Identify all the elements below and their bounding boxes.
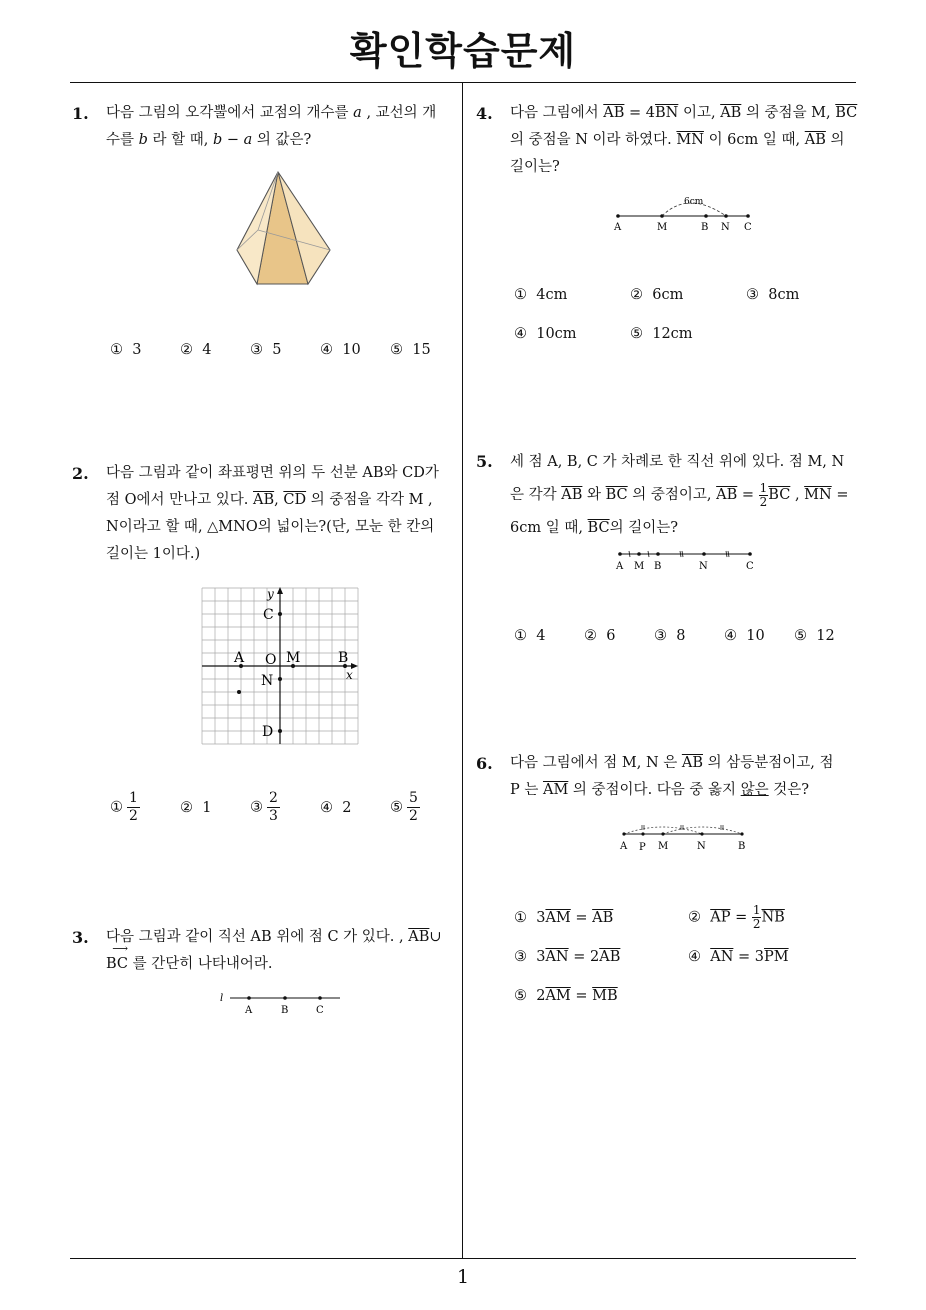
choice-3[interactable]: ③ $\frac{2}{3}$ bbox=[250, 790, 278, 824]
point-label-b: B bbox=[654, 561, 662, 572]
question-text: 다음 그림의 오각뿔에서 교점의 개수를 a , 교선의 개 수를 b 라 할 때, b − a 의 값은? bbox=[106, 105, 437, 148]
point-label-m: M bbox=[286, 650, 301, 666]
point-label-a: A bbox=[616, 561, 624, 572]
question-number: 5. bbox=[476, 452, 493, 471]
question-text: 세 점 A, B, C 가 차례로 한 직선 위에 있다. 점 M, N 은 각각 $\overline{AB}$ 와 $\overline{BC}$ 의 중점이고, $\overline{AB}$ = $\frac{1}{2}$ $\overline{BC}$ , $\overline{MN}$ = 6cm 일 때, $\overline{BC}$의 길이는? bbox=[510, 454, 849, 536]
choice-2[interactable]: ② 6 bbox=[584, 628, 616, 644]
question-number: 6. bbox=[476, 754, 493, 773]
choice-2[interactable]: ② 6cm bbox=[630, 287, 684, 303]
point-label-c: C bbox=[746, 561, 754, 572]
point-label-a: A bbox=[234, 650, 245, 666]
choice-4[interactable]: ④ $\overline{AN} = 3\overline{PM}$ bbox=[688, 949, 789, 965]
question-text: 다음 그림과 같이 좌표평면 위의 두 선분 AB와 CD가 점 O에서 만나고 있다. $\overline{AB}$, $\overline{CD}$ 의 중점을 각각 M , N이라고 할 때, △MNO의 넓이는?(단, 모눈 한 칸의 길이는 1이다.) bbox=[106, 465, 439, 562]
choice-5[interactable]: ⑤ 15 bbox=[390, 342, 431, 358]
choice-3[interactable]: ③ $3\overline{AN} = 2\overline{AB}$ bbox=[514, 949, 621, 965]
question-number: 2. bbox=[72, 464, 89, 483]
point-label-n: N bbox=[261, 673, 274, 689]
question-text: 다음 그림에서 점 M, N 은 $\overline{AB}$ 의 삼등분점이고, 점 P 는 $\overline{AM}$ 의 중점이다. 다음 중 옳지 않은 것은? bbox=[510, 755, 834, 798]
point-label-b: B bbox=[738, 841, 746, 852]
choice-3[interactable]: ③ 8 bbox=[654, 628, 686, 644]
point-label-p: P bbox=[639, 842, 646, 853]
point-label-b: B bbox=[701, 222, 709, 233]
point-label-a: A bbox=[614, 222, 622, 233]
coordinate-grid-figure bbox=[196, 584, 362, 748]
choice-3[interactable]: ③ 5 bbox=[250, 342, 282, 358]
column-divider bbox=[462, 82, 463, 1258]
point-label-m: M bbox=[658, 841, 669, 852]
point-label-c: C bbox=[744, 222, 752, 233]
choice-4[interactable]: ④ 2 bbox=[320, 800, 352, 816]
choice-1[interactable]: ① 4 bbox=[514, 628, 546, 644]
question-number: 4. bbox=[476, 104, 493, 123]
segment-figure bbox=[612, 548, 758, 574]
point-label-m: M bbox=[634, 561, 645, 572]
choice-1[interactable]: ① $3\overline{AM} = \overline{AB}$ bbox=[514, 910, 614, 926]
point-label-c: C bbox=[316, 1005, 324, 1016]
point-label-a: A bbox=[245, 1005, 253, 1016]
choice-4[interactable]: ④ 10 bbox=[724, 628, 765, 644]
choice-1[interactable]: ① 3 bbox=[110, 342, 142, 358]
point-label-b: B bbox=[338, 650, 349, 666]
choice-5[interactable]: ⑤ 12 bbox=[794, 628, 835, 644]
choice-3[interactable]: ③ 8cm bbox=[746, 287, 800, 303]
choice-5[interactable]: ⑤ 12cm bbox=[630, 326, 693, 342]
question-text: 다음 그림에서 $\overline{AB} = 4\overline{BN}$ 이고, $\overline{AB}$ 의 중점을 M, $\overline{BC}$ 의 중점을 N 이라 하였다. $\overline{MN}$ 이 6cm 일 때, $\overline{AB}$ 의 길이는? bbox=[510, 105, 858, 175]
point-label-o: O bbox=[265, 652, 277, 668]
question-number: 1. bbox=[72, 104, 89, 123]
choice-5[interactable]: ⑤ $\frac{5}{2}$ bbox=[390, 790, 418, 824]
choice-2[interactable]: ② 1 bbox=[180, 800, 212, 816]
point-label-n: N bbox=[699, 561, 708, 572]
bottom-rule bbox=[70, 1258, 856, 1259]
choice-5[interactable]: ⑤ $2\overline{AM} = \overline{MB}$ bbox=[514, 988, 618, 1004]
top-rule bbox=[70, 82, 856, 83]
line-figure bbox=[218, 988, 346, 1018]
point-label-a: A bbox=[620, 841, 628, 852]
point-label-n: N bbox=[721, 222, 730, 233]
point-label-m: M bbox=[657, 222, 668, 233]
point-label-d: D bbox=[262, 724, 274, 740]
choice-4[interactable]: ④ 10 bbox=[320, 342, 361, 358]
choice-1[interactable]: ① 4cm bbox=[514, 287, 568, 303]
question-text: 다음 그림과 같이 직선 AB 위에 점 C 가 있다. , $\overline{AB}\cup$ ⟶ BC 를 간단히 나타내어라. bbox=[106, 929, 442, 972]
line-label-l: l bbox=[220, 993, 224, 1004]
point-label-n: N bbox=[697, 841, 706, 852]
y-axis-label: y bbox=[267, 587, 274, 601]
choice-2[interactable]: ② 4 bbox=[180, 342, 212, 358]
page-title: 확인학습문제 bbox=[349, 29, 577, 73]
point-label-c: C bbox=[263, 607, 274, 623]
x-axis-label: x bbox=[346, 668, 353, 682]
pentagonal-pyramid-figure bbox=[230, 168, 340, 290]
choice-1[interactable]: ① $\frac{1}{2}$ bbox=[110, 790, 138, 824]
choice-4[interactable]: ④ 10cm bbox=[514, 326, 577, 342]
question-number: 3. bbox=[72, 928, 89, 947]
choice-2[interactable]: ② $\overline{AP}$ = $\frac{1}{2}$ $\overline{NB}$ bbox=[688, 903, 785, 931]
length-label: 6cm bbox=[684, 197, 704, 207]
segment-figure bbox=[610, 192, 760, 234]
page-number: 1 bbox=[456, 1266, 470, 1288]
point-label-b: B bbox=[281, 1005, 289, 1016]
segment-figure bbox=[616, 818, 752, 854]
